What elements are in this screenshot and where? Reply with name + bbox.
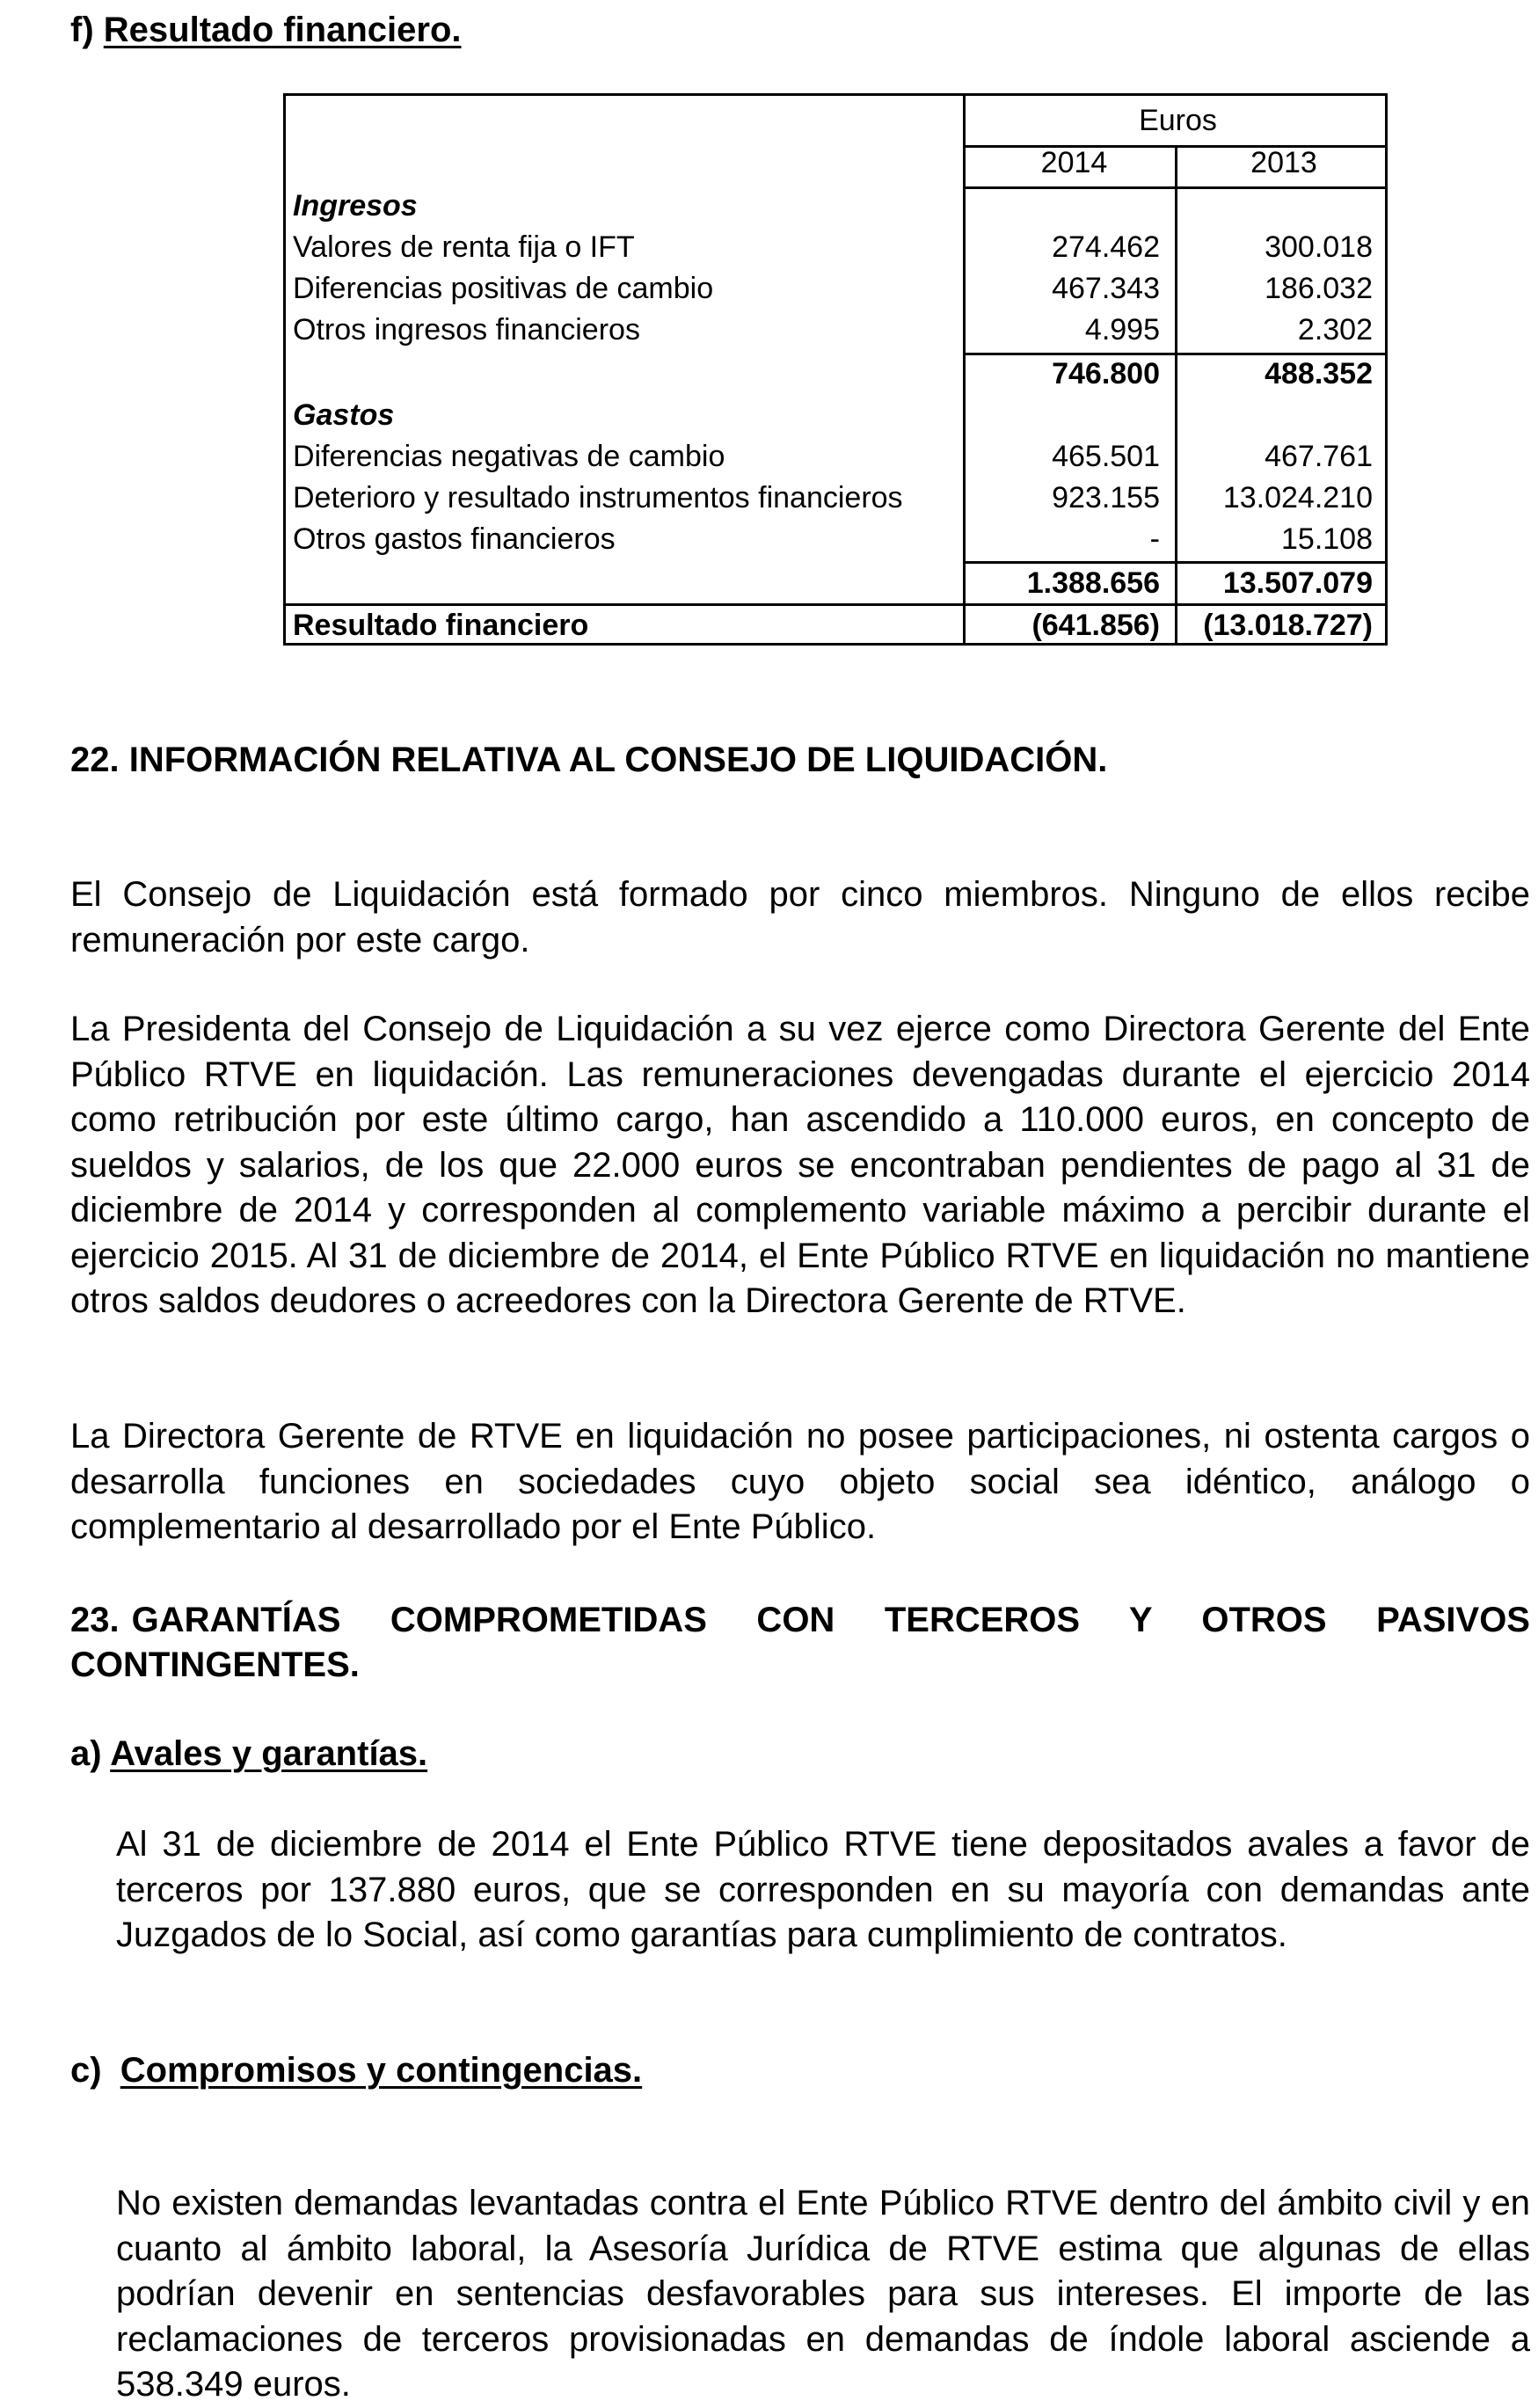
financial-result-table xyxy=(283,93,1388,646)
section-22-paragraph-2: La Presidenta del Consejo de Liquidación a su vez ejerce como Directora Gerente del Ente Público RTVE en liquidación. Las remuneraciones devengadas durante el ejercicio 2014 como retribución por este último cargo, han ascendido a 110.000 euros, en concepto de sueldos y salarios, de los que 22.000 euros se encontraban pendientes de pago al 31 de diciembre de 2014 y corresponden al complemento variable máximo a percibir durante el ejercicio 2015. Al 31 de diciembre de 2014, el Ente Público RTVE en liquidación no mantiene otros saldos deudores o acreedores con la Directora Gerente de RTVE. xyxy=(70,1010,1530,1320)
ingresos-label: Ingresos xyxy=(293,189,418,223)
section-22-heading xyxy=(70,739,1107,781)
gastos-total-2013: 13.507.079 xyxy=(1222,566,1373,600)
resultado-label: Resultado financiero xyxy=(293,609,589,642)
subsection-a-title: Avales y garantías. xyxy=(110,1734,428,1773)
table-divider-years xyxy=(963,186,1385,189)
section-f-heading xyxy=(70,9,462,51)
table-year-2014: 2014 xyxy=(1040,146,1108,179)
table-row-label: Deterioro y resultado instrumentos financieros xyxy=(293,481,903,514)
table-divider-col2 xyxy=(1175,145,1177,643)
table-row-label: Otros gastos financieros xyxy=(293,522,616,556)
table-cell-2014: 923.155 xyxy=(1052,481,1160,514)
section-23-title-line1: GARANTÍAS COMPROMETIDAS CON TERCEROS Y OTROS PASIVOS xyxy=(131,1601,1530,1639)
table-cell-2013: 300.018 xyxy=(1265,230,1373,264)
gastos-label: Gastos xyxy=(293,398,395,432)
section-22-number: 22. xyxy=(70,741,120,779)
subsection-a-letter: a) xyxy=(70,1734,102,1773)
subsection-c-heading xyxy=(70,2049,642,2091)
section-23-title-line-1 xyxy=(70,1599,1530,1641)
section-f-letter: f) xyxy=(70,11,94,49)
table-row-label: Valores de renta fija o IFT xyxy=(293,230,635,264)
ingresos-total-2013: 488.352 xyxy=(1265,357,1373,390)
section-23-title-line-2: CONTINGENTES. xyxy=(70,1645,360,1684)
section-22-paragraph-1: El Consejo de Liquidación está formado por cinco miembros. Ninguno de ellos recibe remuneración por este cargo. xyxy=(70,875,1530,960)
section-f-title: Resultado financiero. xyxy=(103,11,462,49)
table-row-label: Diferencias negativas de cambio xyxy=(293,440,725,473)
table-row-label: Otros ingresos financieros xyxy=(293,313,640,347)
table-cell-2014: 467.343 xyxy=(1052,272,1160,305)
section-22-title: INFORMACIÓN RELATIVA AL CONSEJO DE LIQUIDACIÓN. xyxy=(128,741,1108,779)
section-23-number: 23. xyxy=(70,1601,120,1639)
resultado-2013: (13.018.727) xyxy=(1203,609,1373,642)
table-cell-2014: 274.462 xyxy=(1052,230,1160,264)
table-row-label: Diferencias positivas de cambio xyxy=(293,272,714,305)
subsection-c-letter: c) xyxy=(70,2051,102,2090)
subsection-a-paragraph: Al 31 de diciembre de 2014 el Ente Público RTVE tiene depositados avales a favor de terceros por 137.880 euros, que se corresponden en su mayoría con demandas ante Juzgados de lo Social, así como garantías para cumplimiento de contratos. xyxy=(116,1825,1530,1954)
subsection-a-heading xyxy=(70,1733,427,1775)
gastos-total-2014: 1.388.656 xyxy=(1026,566,1160,600)
table-year-2013: 2013 xyxy=(1250,146,1317,179)
table-cell-2013: 467.761 xyxy=(1265,440,1373,473)
section-22-paragraph-3: La Directora Gerente de RTVE en liquidación no posee participaciones, ni ostenta cargos o desarrolla funciones en sociedades cuyo objeto social sea idéntico, análogo o complementario al desarrollado por el Ente Público. xyxy=(70,1417,1530,1546)
table-cell-2013: 15.108 xyxy=(1281,522,1373,556)
table-cell-2013: 186.032 xyxy=(1265,272,1373,305)
table-cell-2014: 465.501 xyxy=(1052,440,1160,473)
table-cell-2014: 4.995 xyxy=(1084,313,1160,347)
section-23-heading xyxy=(70,1599,1530,1686)
subsection-c-paragraph: No existen demandas levantadas contra el Ente Público RTVE dentro del ámbito civil y en cuanto al ámbito laboral, la Asesoría Jurídica de RTVE estima que algunas de ellas podrían devenir en sentencias desfavorables para sus intereses. El importe de las reclamaciones de terceros provisionadas en demandas de índole laboral asciende a 538.349 euros. xyxy=(116,2184,1530,2404)
table-cell-2014: - xyxy=(1149,522,1160,556)
table-cell-2013: 2.302 xyxy=(1297,313,1373,347)
subsection-c-title: Compromisos y contingencias. xyxy=(120,2051,643,2090)
ingresos-total-2014: 746.800 xyxy=(1052,357,1160,390)
resultado-2014: (641.856) xyxy=(1031,609,1160,642)
table-cell-2013: 13.024.210 xyxy=(1222,481,1373,514)
table-currency-header: Euros xyxy=(1139,104,1217,137)
